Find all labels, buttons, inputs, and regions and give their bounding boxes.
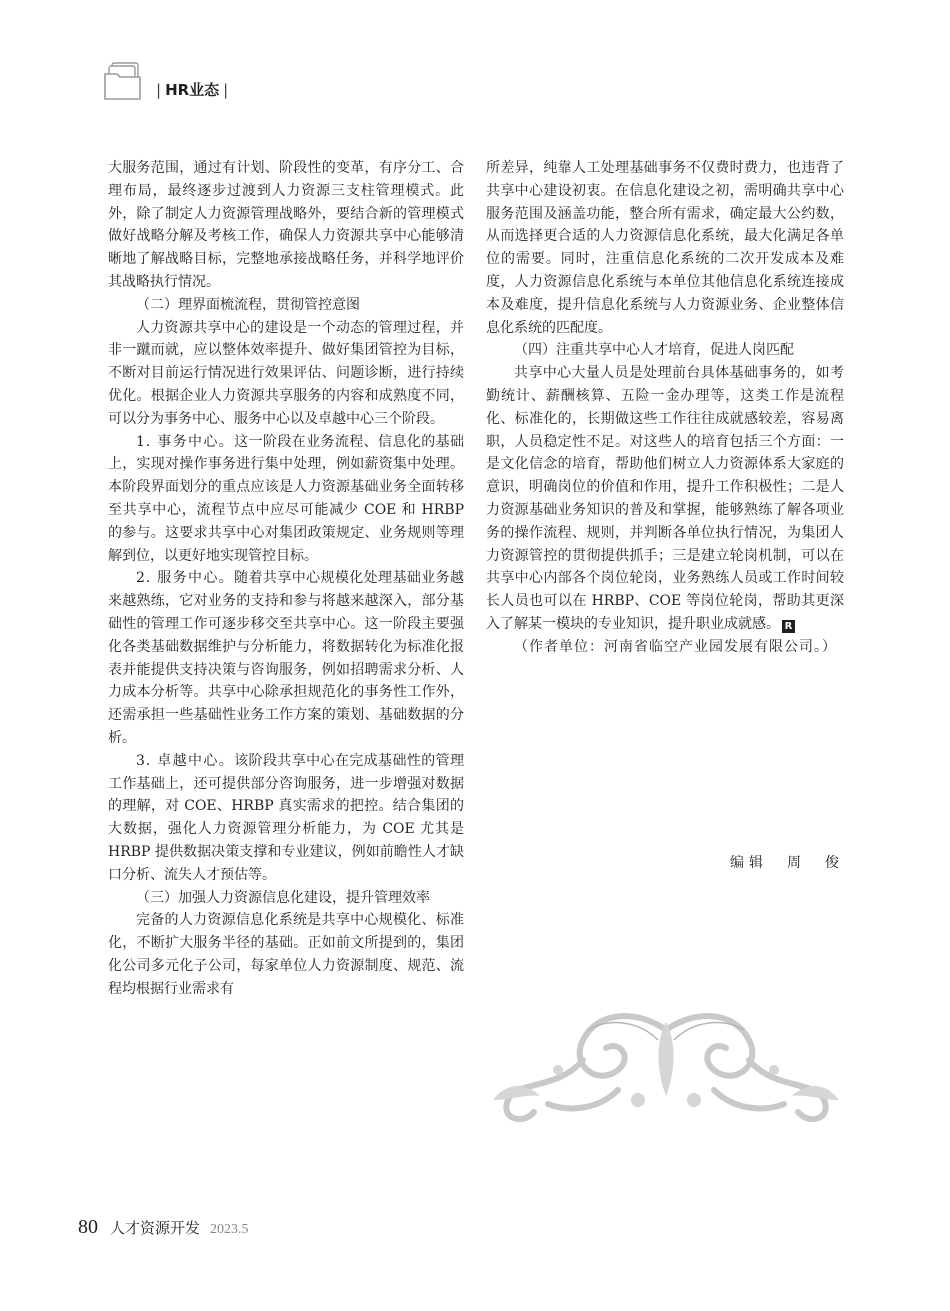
item-label: 1. 事务中心。 xyxy=(136,433,235,450)
page-number: 80 xyxy=(78,1216,98,1238)
paragraph: 大服务范围，通过有计划、阶段性的变革，有序分工、合理布局，最终逐步过渡到人力资源三支柱管理模式。此外，除了制定人力资源管理战略外，要结合新的管理模式做好战略分解及考核工作，确保人力资源共享中心能够清晰地了解战略目标，完整地承接战略任务，并科学地评价其战略执行情况。 xyxy=(108,160,464,290)
issue-number: 2023.5 xyxy=(210,1222,249,1237)
journal-name: 人才资源开发 xyxy=(110,1219,201,1237)
paragraph: 人力资源共享中心的建设是一个动态的管理过程，并非一蹴而就，应以整体效率提升、做好集团管控为目标，不断对目前运行情况进行效果评估、问题诊断，进行持续优化。根据企业人力资源共享服务的内容和成熟度不同，可以分为事务中心、服务中心以及卓越中心三个阶段。 xyxy=(108,319,464,427)
item-label: 2. 服务中心。 xyxy=(136,570,235,587)
paragraph: 所差异，纯靠人工处理基础事务不仅费时费力，也违背了共享中心建设初衷。在信息化建设之初，需明确共享中心服务范围及涵盖功能，整合所有需求，确定最大公约数，从而选择更合适的人力资源信息化系统，最大化满足各单位的需要。同时，注重信息化系统的二次开发成本及难度，人力资源信息化系统与本单位其他信息化系统连接成本及难度，提升信息化系统与人力资源业务、企业整体信息化系统的匹配度。 xyxy=(486,160,844,336)
left-column xyxy=(108,157,464,1000)
paragraph: 完备的人力资源信息化系统是共享中心规模化、标准化，不断扩大服务半径的基础。正如前文所提到的，集团化公司多元化子公司，每家单位人力资源制度、规范、流程均根据行业需求有 xyxy=(108,912,464,997)
paragraph: 3. 卓越中心。该阶段共享中心在完成基础性的管理工作基础上，还可提供部分咨询服务，进一步增强对数据的理解，对 COE、HRBP 真实需求的把控。结合集团的大数据，强化人力资源管理分析能力，为 COE 尤其是 HRBP 提供数据决策支撑和专业建议，例如前瞻性人才缺口分析、流失人才预估等。 xyxy=(108,752,465,883)
paragraph: 2. 服务中心。随着共享中心规模化处理基础业务越来越熟练，它对业务的支持和参与将越来越深入，部分基础性的管理工作可逐步移交至共享中心。这一阶段主要强化各类基础数据维护与分析能力，将数据转化为标准化报表并能提供支持决策与咨询服务，例如招聘需求分析、人力成本分析等。共享中心除承担规范化的事务性工作外，还需承担一些基础性业务工作方案的策划、基础数据的分析。 xyxy=(108,570,465,746)
author-affiliation: （作者单位：河南省临空产业园发展有限公司。） xyxy=(514,638,837,655)
editor-credit: 编辑 周 俊 xyxy=(730,855,844,871)
paragraph: 1. 事务中心。这一阶段在业务流程、信息化的基础上，实现对操作事务进行集中处理，例如薪资集中处理。本阶段界面划分的重点应该是人力资源基础业务全面转移至共享中心，流程节点中应尽可能减少 COE 和 HRBP 的参与。这要求共享中心对集团政策规定、业务规则等理解到位，以更好地实现管控目标。 xyxy=(108,433,465,564)
end-mark-icon: R xyxy=(782,620,795,633)
right-column xyxy=(486,157,844,659)
paragraph: 共享中心大量人员是处理前台具体基础事务的，如考勤统计、薪酬核算、五险一金办理等，这类工作是流程化、标准化的，长期做这些工作往往成就感较差，容易离职，人员稳定性不足。对这些人的培育包括三个方面：一是文化信念的培育，帮助他们树立人力资源体系大家庭的意识，明确岗位的价值和作用，提升工作积极性；二是人力资源基础业务知识的普及和掌握，能够熟练了解各项业务的操作流程、规则，并判断各单位执行情况，为集团人力资源管控的贯彻提供抓手；三是建立轮岗机制，可以在共享中心内部各个岗位轮岗，业务熟练人员或工作时间较长人员也可以在 HRBP、COE 等岗位轮岗，帮助其更深入了解某一模块的专业知识，提升职业成就感。 R xyxy=(486,365,844,632)
folder-pages-icon xyxy=(104,62,144,102)
decorative-ornament-icon xyxy=(488,1000,844,1130)
page-footer xyxy=(78,1216,249,1239)
item-label: 3. 卓越中心。 xyxy=(136,752,235,769)
subheading: （四）注重共享中心人才培育，促进人岗匹配 xyxy=(514,342,794,359)
subheading: （二）理界面梳流程，贯彻管控意图 xyxy=(136,296,360,313)
subheading: （三）加强人力资源信息化建设，提升管理效率 xyxy=(136,889,430,906)
section-title: | HR业态 | xyxy=(156,81,229,99)
